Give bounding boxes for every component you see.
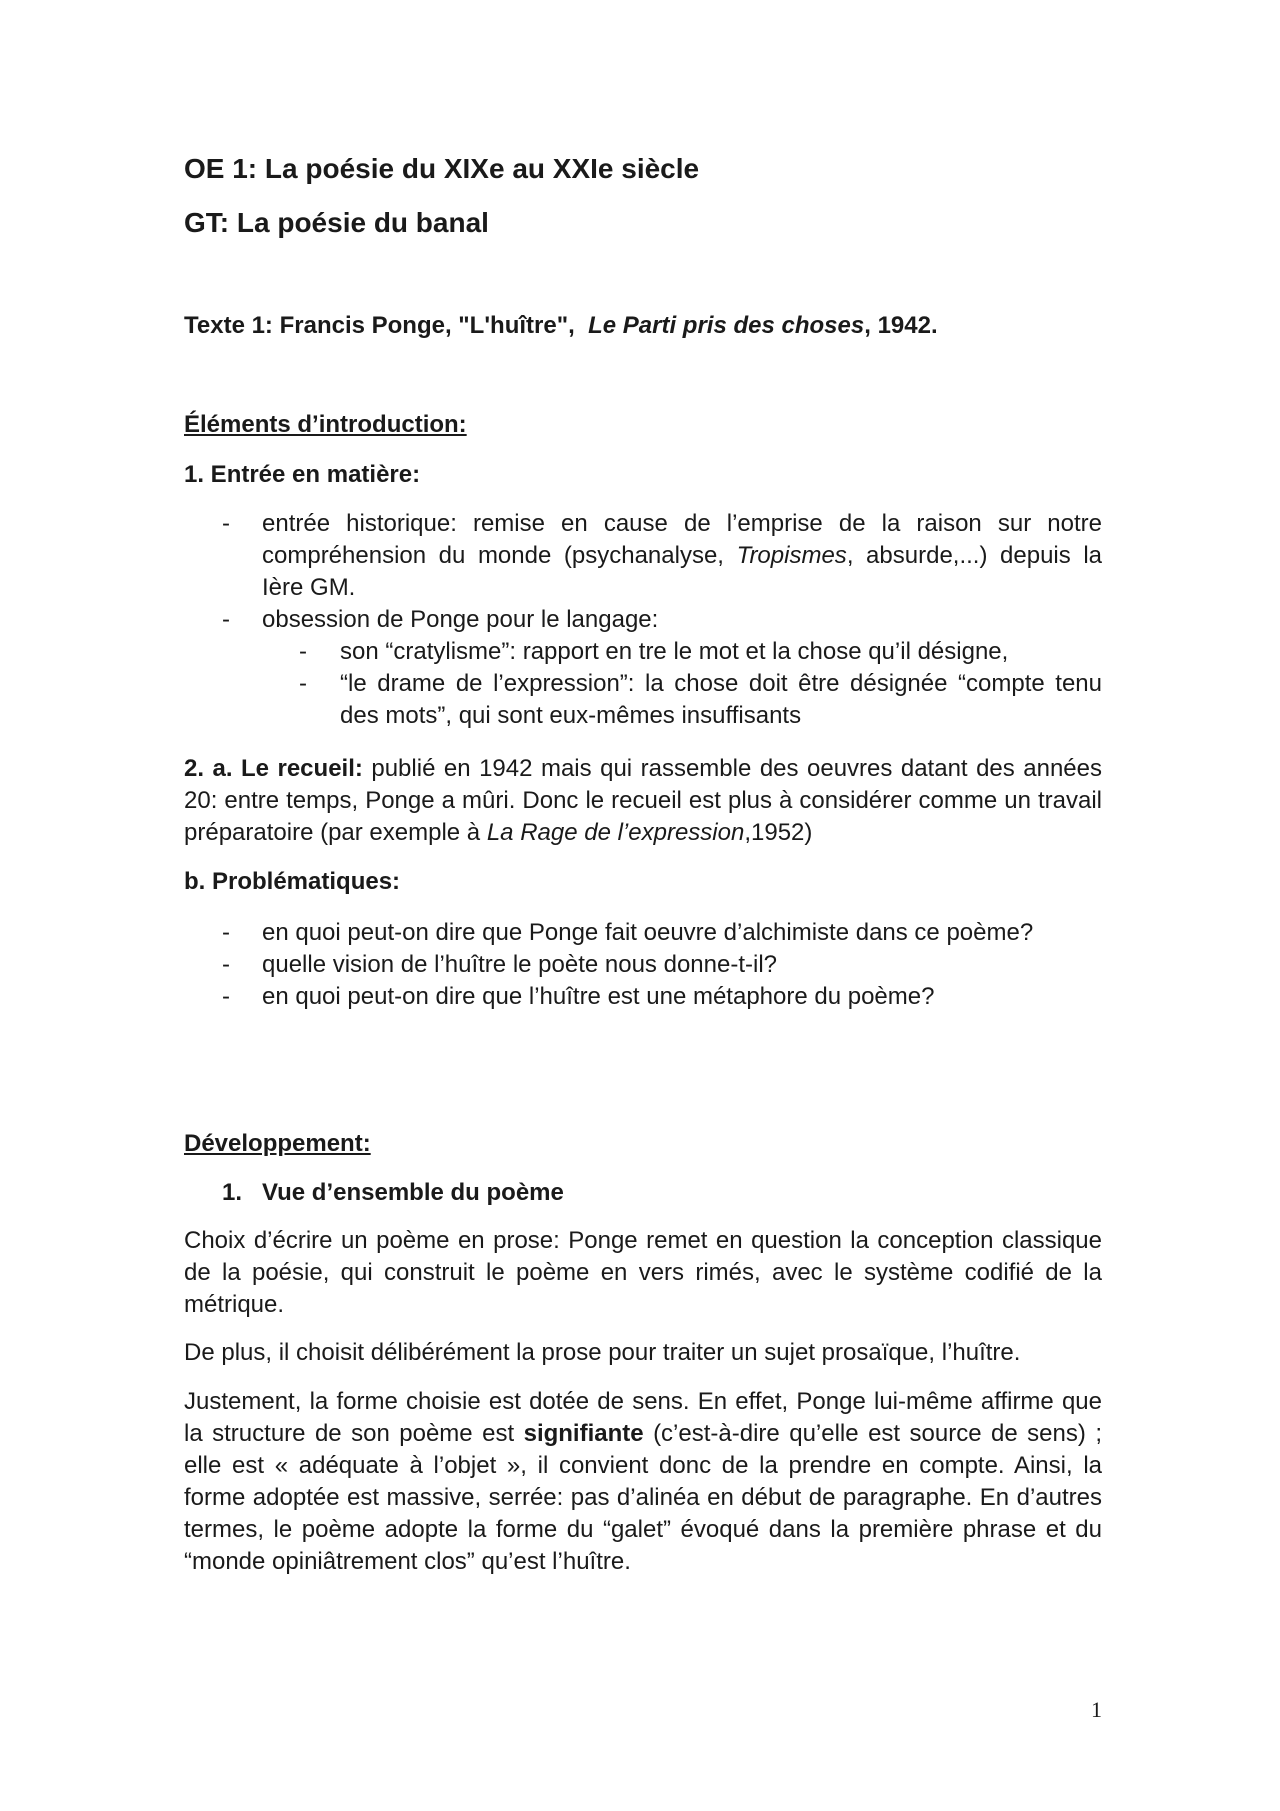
texte-work-title: Le Parti pris des choses [588, 312, 865, 339]
page-number: 1 [1091, 1697, 1102, 1722]
problematiques-heading: b. Problématiques: [184, 868, 401, 895]
problematiques-list [184, 917, 1102, 1013]
texte-prefix: Texte 1: Francis Ponge, "L'huître", [184, 312, 575, 339]
developpement-heading: Développement: [184, 1130, 371, 1157]
list-item: - en quoi peut-on dire que l’huître est une métaphore du poème? [222, 983, 935, 1010]
sub-list-item: - son “cratylisme”: rapport en tre le mot et la chose qu’il désigne, [299, 638, 1009, 665]
list-item: - quelle vision de l’huître le poète nous donne-t-il? [222, 951, 778, 978]
entree-heading: 1. Entrée en matière: [184, 461, 421, 488]
intro-heading: Éléments d’introduction: [184, 411, 467, 438]
paragraph-prose-choice: Choix d’écrire un poème en prose: Ponge remet en question la conception classique de la poésie, qui construit le poème en vers rimés, avec le système codifié de la métrique. [184, 1227, 1102, 1318]
paragraph-form-meaning: Justement, la forme choisie est dotée de sens. En effet, Ponge lui-même affirme que la structure de son poème est signifiante (c’est-à-dire qu’elle est source de sens) ; elle est « adéquate à l’objet », il convient donc de la prendre en compte. Ainsi, la forme adoptée est massive, serrée: pas d’alinéa en début de paragraphe. En d’autres termes, le poème adopte la forme du “galet” évoqué dans la première phrase et du “monde opiniâtrement clos” qu’est l’huître. [184, 1388, 1103, 1575]
paragraph-prosaic-subject: De plus, il choisit délibérément la prose pour traiter un sujet prosaïque, l’huître. [184, 1339, 1021, 1366]
sub-list-item: - “le drame de l’expression”: la chose doit être désignée “compte tenu des mots”, qui sont eux-mêmes insuffisants [299, 670, 1102, 729]
texte-year: , 1942. [864, 312, 938, 339]
document-subtitle: GT: La poésie du banal [184, 207, 489, 238]
texte-reference [184, 312, 938, 340]
list-item: - en quoi peut-on dire que Ponge fait oeuvre d’alchimiste dans ce poème? [222, 919, 1034, 946]
recueil-paragraph: 2. a. Le recueil: publié en 1942 mais qui rassemble des oeuvres datant des années 20: entre temps, Ponge a mûri. Donc le recueil est plus à considérer comme un travail préparatoire (par exemple à La Rage de l’expression,1952) [184, 755, 1102, 846]
document-title: OE 1: La poésie du XIXe au XXIe siècle [184, 153, 700, 184]
list-item: - entrée historique: remise en cause de l’emprise de la raison sur notre compréhension du monde (psychanalyse, Tropismes, absurde,...) depuis la Ière GM. [222, 510, 1102, 601]
list-item: - obsession de Ponge pour le langage: [222, 606, 659, 633]
section-heading: 1. Vue d’ensemble du poème [222, 1179, 564, 1206]
recueil-label: 2. a. Le recueil: [184, 755, 363, 782]
entree-bullets [184, 508, 1102, 732]
